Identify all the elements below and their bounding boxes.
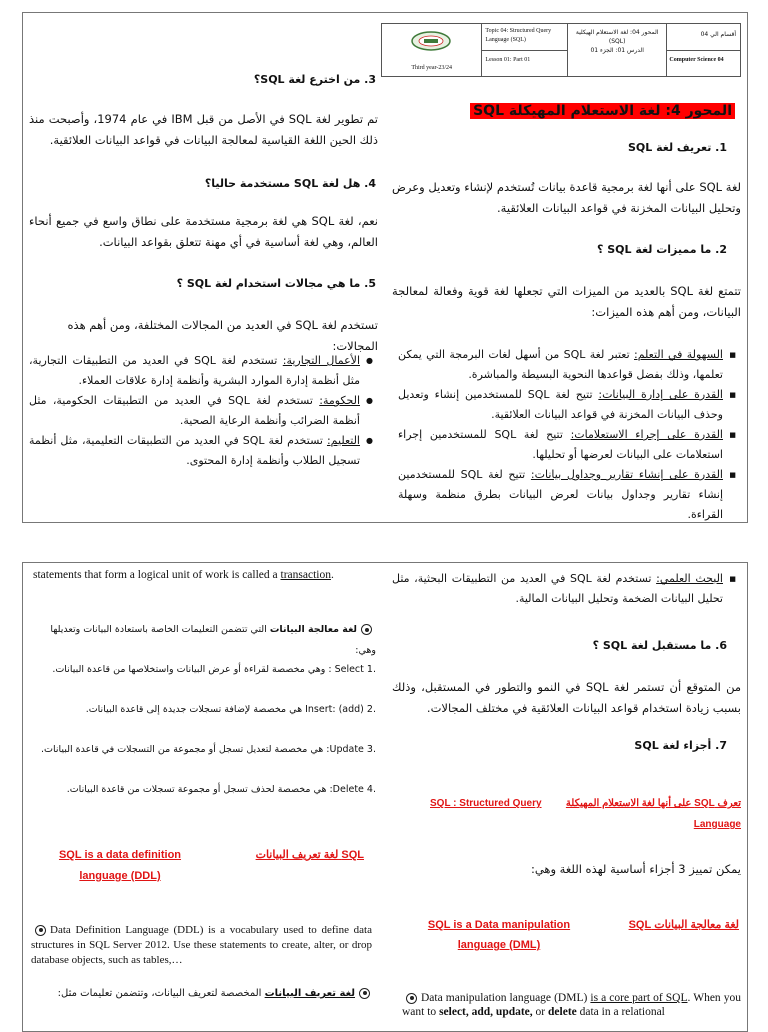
section-3-body: تم تطوير لغة SQL في الأصل من قبل IBM في عام 1974، وأصبحت منذ ذلك الحين اللغة القياسية لمعالجة البيانات في قواعد البيانات العلائقية. xyxy=(29,112,378,147)
list-item: ■ السهولة في التعلم: تعتبر لغة SQL من أسهل لغات البرمجة التي يمكن تعلمها، وذلك بفضل قواعدها النحوية البسيطة والمباشرة. xyxy=(398,345,723,385)
ddl-heading-en: SQL is a data definition language (DDL) xyxy=(58,849,182,882)
section-7-heading: 7. أجزاء لغة SQL xyxy=(634,739,727,752)
section-6-body: من المتوقع أن تستمر لغة SQL في النمو والتطور في المستقبل، وذلك بسبب زيادة استخدام قواعد البيانات العلائقية في مختلف المجالات. xyxy=(392,680,741,715)
section-4-heading: 4. هل لغة SQL مستخدمة حاليا؟ xyxy=(204,177,376,190)
dml-body: Data manipulation language (DML) is a core part of SQL. When you want to select, add, update, or delete data in a relational xyxy=(402,992,741,1018)
parts-intro: يمكن تمييز 3 أجزاء أساسية لهذه اللغة وهي: xyxy=(530,862,741,876)
dml-heading-ar: لغة معالجة البيانات SQL xyxy=(628,919,739,931)
header-year: Third year-23/24 xyxy=(411,65,453,71)
ddl-heading-ar: SQL لغة تعريف البيانات xyxy=(255,849,364,861)
list-item: ● الأعمال التجارية: تستخدم لغة SQL في العديد من التطبيقات التجارية، مثل أنظمة إدارة الموارد البشرية وأنظمة إدارة علاقات العملاء. xyxy=(29,351,360,391)
bullet-icon xyxy=(406,993,417,1004)
list-item: ■ البحث العلمي: تستخدم لغة SQL في العديد من التطبيقات البحثية، مثل تحليل البيانات الضخمة وتحليل البيانات المالية. xyxy=(392,569,723,609)
list-item: ● التعليم: تستخدم لغة SQL في العديد من التطبيقات التعليمية، مثل أنظمة تسجيل الطلاب وأنظمة إدارة المحتوى. xyxy=(29,431,360,471)
page-2-left-column xyxy=(23,563,386,1031)
header-level: أقسام الي 04 xyxy=(700,31,736,38)
header-topic-en: Topic 04: Structured Query Language (SQL) xyxy=(485,28,552,43)
ddl-body: Data Definition Language (DDL) is a vocabulary used to define data structures in SQL Server 2012. Use these statements to create, alter, or drop database objects, such as tables,… xyxy=(31,924,372,966)
axis-title: المحور 4: لغة الاستعلام المهيكلة SQL xyxy=(470,101,735,122)
features-list xyxy=(398,345,737,523)
page-1-left-column xyxy=(23,13,386,522)
transaction-text: statements that form a logical unit of work is called a transaction. xyxy=(33,569,334,581)
page-1-right-column xyxy=(384,13,747,522)
header-axis-ar: المحور 04: لغة الاستعلام الهيكلية (SQL) xyxy=(575,29,659,45)
header-dept: Computer Science 04 xyxy=(669,57,724,63)
research-list xyxy=(392,569,737,609)
list-item: ■ القدرة على إجراء الاستعلامات: تتيح لغة SQL للمستخدمين إجراء استعلامات على البيانات لعرضها أو تحليلها. xyxy=(398,425,723,465)
section-1-heading: 1. تعريف لغة SQL xyxy=(627,141,727,154)
section-5-body: تستخدم لغة SQL في العديد من المجالات المختلفة، ومن أهم هذه المجالات: xyxy=(67,318,378,353)
bullet-icon xyxy=(361,624,372,635)
command-item-select: .1 Select : وهي مخصصة لقراءة أو عرض البيانات واستخلاصها من قاعدة البيانات. xyxy=(52,664,376,675)
dml-heading-en: SQL is a Data manipulation language (DML) xyxy=(427,919,571,951)
list-item: ■ القدرة على إنشاء تقارير وجداول بيانات: تتيح لغة SQL للمستخدمين إنشاء تقارير وجداول بيانات لعرض البيانات بطرق منظمة وسهلة القراءة. xyxy=(398,465,723,523)
header-lesson-en: Lesson 01: Part 01 xyxy=(485,57,531,63)
list-item: ● الحكومة: تستخدم لغة SQL في العديد من التطبيقات الحكومية، مثل أنظمة الضرائب وأنظمة الرعاية الصحية. xyxy=(29,391,360,431)
section-2-body: تتمتع لغة SQL بالعديد من الميزات التي تجعلها لغة قوية وفعالة لمعالجة البيانات، ومن أهم هذه الميزات: xyxy=(392,284,741,319)
bullet-icon xyxy=(359,988,370,999)
definition-line: تعرف SQL على أنها لغة الاستعلام المهيكلة SQL : Structured Query Language xyxy=(430,798,741,830)
page-2 xyxy=(22,562,748,1032)
header-lesson-ar: الدرس 01: الجزء 01 xyxy=(590,47,644,54)
fields-list xyxy=(29,351,374,471)
command-item-insert: .2 (add) :Insert هي مخصصة لإضافة تسجلات جديدة إلى قاعدة البيانات. xyxy=(85,704,376,715)
page-1 xyxy=(22,12,748,523)
list-item: ■ القدرة على إدارة البيانات: تتيح لغة SQL للمستخدمين إنشاء وتعديل وحذف البيانات المخزنة في قواعد البيانات العلائقية. xyxy=(398,385,723,425)
section-6-heading: 6. ما مستقبل لغة SQL ؟ xyxy=(592,639,727,652)
page-2-right-column xyxy=(384,563,747,1031)
section-3-heading: 3. من اخترع لغة SQL؟ xyxy=(253,73,376,86)
command-item-update: .3 Update: هي مخصصة لتعديل تسجل أو مجموعة من التسجلات في قاعدة البيانات. xyxy=(40,744,376,755)
section-1-body: لغة SQL على أنها لغة برمجية قاعدة بيانات تُستخدم لإنشاء وتعديل وعرض وتحليل البيانات المخزنة في قواعد البيانات العلائقية. xyxy=(392,180,742,215)
section-4-body: نعم، لغة SQL هي لغة برمجية مستخدمة على نطاق واسع في جميع أنحاء العالم، وهي لغة أساسية في أي مهنة تتعلق بقواعد البيانات. xyxy=(29,214,378,249)
dml-intro: لغة معالجة البيانات التي تتضمن التعليمات الخاصة باستعادة البيانات وتعديلها وهي: xyxy=(50,624,376,656)
command-item-delete: .4 Delete: هي مخصصة لحذف تسجل أو مجموعة تسجلات من قاعدة البيانات. xyxy=(66,784,376,795)
section-5-heading: 5. ما هي مجالات استخدام لغة SQL ؟ xyxy=(176,277,376,290)
bullet-icon xyxy=(35,925,46,936)
ddl-intro: لغة تعريف البيانات المخصصة لتعريف البيانات، وتتضمن تعليمات مثل: xyxy=(29,983,374,1004)
section-2-heading: 2. ما مميزات لغة SQL ؟ xyxy=(597,243,727,256)
